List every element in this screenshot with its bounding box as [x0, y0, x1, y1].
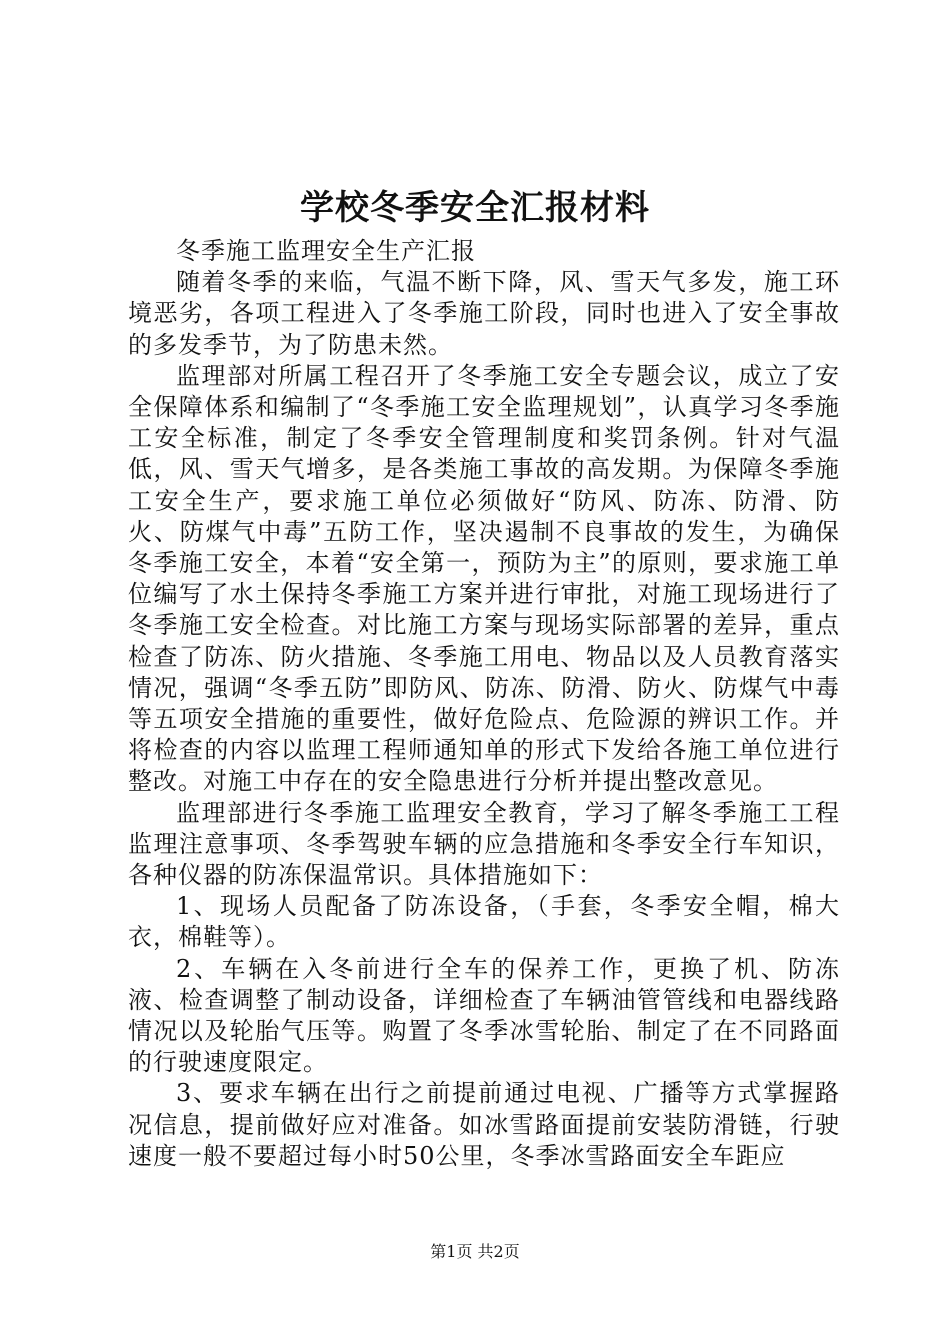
page-footer: 第1页 共2页: [430, 1242, 520, 1261]
document-title: 学校冬季安全汇报材料: [300, 188, 650, 228]
list-item-2: 2、车辆在入冬前进行全车的保养工作，更换了机、防冻液、检查调整了制动设备，详细检查了车辆油管管线和电器线路情况以及轮胎气压等。购置了冬季冰雪轮胎、制定了在不同路面的行驶速度限定。: [128, 954, 840, 1077]
document-body: [128, 236, 840, 1172]
paragraph-intro: 随着冬季的来临，气温不断下降，风、雪天气多发，施工环境恶劣，各项工程进入了冬季施工阶段，同时也进入了安全事故的多发季节，为了防患未然。: [128, 268, 840, 359]
list-item-1: 1、现场人员配备了防冻设备，（手套，冬季安全帽，棉大衣，棉鞋等）。: [128, 892, 840, 952]
paragraph-education: 监理部进行冬季施工监理安全教育，学习了解冬季施工工程监理注意事项、冬季驾驶车辆的应急措施和冬季安全行车知识，各种仪器的防冻保温常识。具体措施如下：: [128, 798, 840, 890]
document-subtitle: 冬季施工监理安全生产汇报: [176, 237, 476, 265]
paragraph-measures: 监理部对所属工程召开了冬季施工安全专题会议，成立了安全保障体系和编制了“冬季施工安全监理规划”，认真学习冬季施工安全标准，制定了冬季安全管理制度和奖罚条例。针对气温低，风、雪天气增多，是各类施工事故的高发期。为保障冬季施工安全生产，要求施工单位必须做好“防风、防冻、防滑、防火、防煤气中毒”五防工作，坚决遏制不良事故的发生，为确保冬季施工安全，本着“安全第一，预防为主”的原则，要求施工单位编写了水土保持冬季施工方案并进行审批，对施工现场进行了冬季施工安全检查。对比施工方案与现场实际部署的差异，重点检查了防冻、防火措施、冬季施工用电、物品以及人员教育落实情况，强调“冬季五防”即防风、防冻、防滑、防火、防煤气中毒等五项安全措施的重要性，做好危险点、危险源的辨识工作。并将检查的内容以监理工程师通知单的形式下发给各施工单位进行整改。对施工中存在的安全隐患进行分析并提出整改意见。: [128, 361, 840, 796]
list-item-3: 3、要求车辆在出行之前提前通过电视、广播等方式掌握路况信息，提前做好应对准备。如冰雪路面提前安装防滑链，行驶速度一般不要超过每小时50公里，冬季冰雪路面安全车距应: [128, 1079, 840, 1170]
